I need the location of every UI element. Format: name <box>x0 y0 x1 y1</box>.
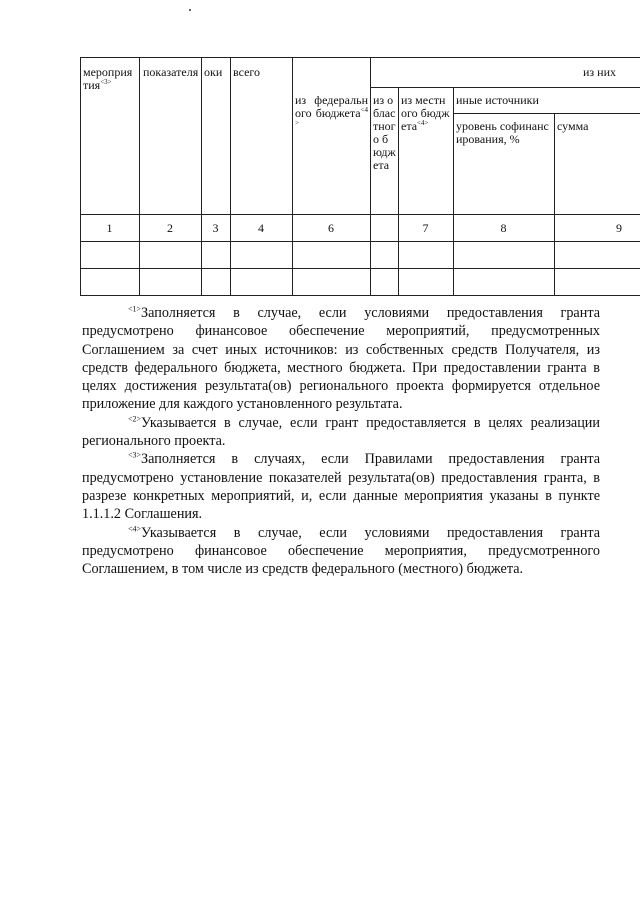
column-line <box>201 57 202 295</box>
column-number: 9 <box>616 221 622 235</box>
table-border-bottom <box>80 295 640 296</box>
header-cofinancing-level: уровень софинансирования, % <box>456 119 549 146</box>
column-number: 2 <box>167 221 173 235</box>
header-divider-other <box>453 113 640 114</box>
header-federal-budget: из федерального бюджета$^{<4>}$ <box>295 93 368 127</box>
header-indicators: показателя <box>143 65 199 79</box>
header-total: всего <box>233 65 261 79</box>
footnotes <box>82 304 600 578</box>
column-line <box>230 57 231 295</box>
row-line <box>80 268 640 269</box>
column-number: 1 <box>106 221 113 235</box>
column-number: 4 <box>258 221 264 235</box>
footnote-4: $^{<4>}$Указывается в случае, если условиями предоставления гранта предусмотрено финансовое обеспечение мероприятия, предусмотренного Соглашением, в том числе из средств федерального (местного) бюджета. <box>82 523 600 578</box>
header-okei: оки <box>204 65 223 79</box>
column-number: 6 <box>328 221 334 235</box>
column-number: 3 <box>212 221 219 235</box>
column-number: 8 <box>500 221 507 235</box>
row-line <box>80 241 640 242</box>
financing-table <box>80 57 640 295</box>
footnote-2: $^{<2>}$Указывается в случае, если грант предоставляется в целях реализации регионального проекта. <box>82 414 600 450</box>
table-border-top <box>80 57 640 58</box>
header-local-budget: из местного бюджета$^{<4>}$ <box>401 93 450 133</box>
header-other-sources: иные источники <box>456 93 539 107</box>
header-regional-budget: из областного бюджета <box>373 93 396 172</box>
scan-speck <box>189 9 191 11</box>
header-events: мероприятия$^{<3>}$ <box>83 65 133 92</box>
header-bottom-line <box>80 214 640 215</box>
footnote-1: $^{<1>}$Заполняется в случае, если условиями предоставления гранта предусмотрено финансовое обеспечение мероприятий, предусмотренных Соглашением за счет иных источников: из собственных средств Получателя, из средств федерального бюджета, местного бюджета. При предоставлении гранта в целях достижения результата(ов) регионального проекта формируется отдельное приложение для каждого установленного результата. <box>82 304 600 413</box>
header-divider <box>370 87 640 88</box>
footnote-3: $^{<3>}$Заполняется в случаях, если Правилами предоставления гранта предусмотрено установление показателей результата(ов) предоставления гранта, в разрезе конкретных мероприятий, и, если данные мероприятия указаны в пункте 1.1.1.2 Соглашения. <box>82 450 600 523</box>
header-amount: сумма <box>557 119 589 133</box>
header-of-them: из них <box>582 65 616 79</box>
column-number: 7 <box>422 221 429 235</box>
